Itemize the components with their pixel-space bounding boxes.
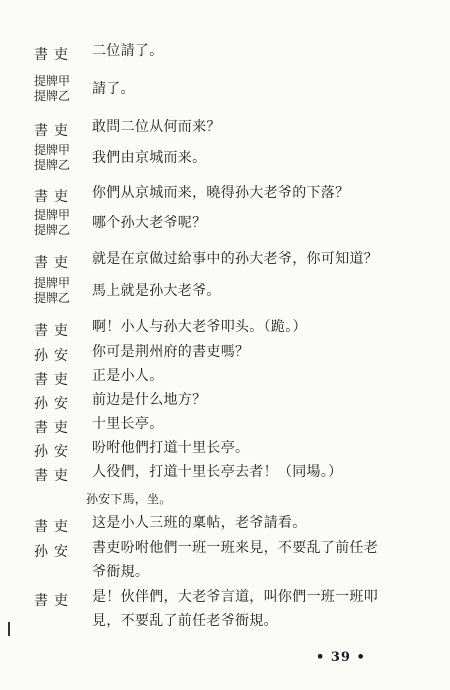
speaker-label: 孙安 — [34, 348, 74, 364]
dialogue-text: 就是在京做过給事中的孙大老爷，你可知道？ — [92, 251, 378, 267]
dialogue-text: 馬上就是孙大老爷。 — [92, 283, 221, 299]
page-number: • 39 • — [316, 650, 366, 665]
dialogue-text: 这是小人三班的稟帖，老爷請看。 — [92, 515, 307, 531]
speaker-label-b: 提牌乙 — [34, 89, 71, 103]
dialogue-text: 啊！小人与孙大老爷叩头。（跪。） — [92, 319, 307, 335]
speaker-label — [34, 74, 88, 104]
speaker-label: 書吏 — [34, 468, 74, 484]
speaker-label-a: 提牌甲 — [34, 276, 71, 290]
speaker-label: 孙安 — [34, 544, 74, 560]
speaker-label: 書吏 — [34, 255, 74, 271]
speaker-label: 書吏 — [34, 123, 74, 139]
dialogue-text: 十里长亭。 — [92, 416, 164, 432]
speaker-label: 孙安 — [34, 396, 74, 412]
speaker-label-b: 提牌乙 — [34, 158, 71, 172]
dialogue-text: 正是小人。 — [92, 368, 164, 384]
dialogue-text: 書吏吩咐他們一班一班来見，不要乱了前任老爷衙規。 — [92, 540, 378, 580]
speaker-label: 書吏 — [34, 593, 74, 609]
dialogue-text: 你們从京城而来，曉得孙大老爷的下落？ — [92, 185, 350, 201]
speaker-label-a: 提牌甲 — [34, 143, 71, 157]
dialogue-text: 哪个孙大老爷呢？ — [92, 215, 207, 231]
dialogue-text: 你可是荆州府的書吏嗎？ — [92, 344, 250, 360]
speaker-label — [34, 276, 88, 306]
margin-mark — [8, 622, 10, 636]
speaker-label: 書吏 — [34, 47, 74, 63]
dialogue-text: 我們由京城而来。 — [92, 150, 207, 166]
speaker-label: 書吏 — [34, 189, 74, 205]
dialogue-text: 敢問二位从何而来？ — [92, 119, 221, 135]
speaker-label: 書吏 — [34, 519, 74, 535]
speaker-label — [34, 208, 88, 238]
stage-direction: 孙安下馬，坐。 — [86, 492, 172, 506]
dialogue-text: 請了。 — [92, 81, 135, 97]
speaker-label — [34, 143, 88, 173]
dialogue-text: 二位請了。 — [92, 43, 164, 59]
speaker-label: 書吏 — [34, 372, 74, 388]
dialogue-text: 吩咐他們打道十里长亭。 — [92, 440, 250, 456]
speaker-label-a: 提牌甲 — [34, 208, 71, 222]
dialogue-text: 是！伙伴們，大老爷言道，叫你們一班一班叩見，不要乱了前任老爷衙規。 — [92, 589, 378, 629]
dialogue-text: 人役們，打道十里长亭去者！（同場。） — [92, 464, 343, 480]
speaker-label: 書吏 — [34, 420, 74, 436]
speaker-label-b: 提牌乙 — [34, 291, 71, 305]
speaker-label-b: 提牌乙 — [34, 223, 71, 237]
dialogue-text: 前边是什么地方？ — [92, 392, 207, 408]
speaker-label-a: 提牌甲 — [34, 74, 71, 88]
speaker-label: 書吏 — [34, 323, 74, 339]
speaker-label: 孙安 — [34, 444, 74, 460]
